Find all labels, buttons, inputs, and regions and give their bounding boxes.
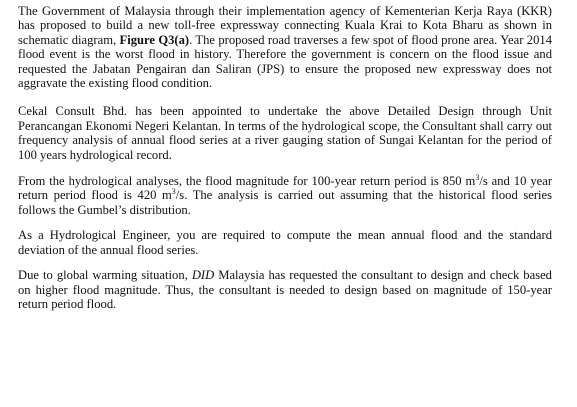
- figure-reference: Figure Q3(a): [119, 32, 190, 47]
- paragraph-1-text-start: The Government of Malaysia through their implementation agency of Kementerian Kerja Raya (KKR) has proposed to build a new toll-free expressway connecting Kuala Krai to Kota Bharu as shown in schematic diagram,: [18, 4, 552, 47]
- unit-superscript-cubic-2: 3: [171, 187, 176, 197]
- paragraph-3-text-end: /s. The analysis is carried out assuming that the historical flood series follows the Gumbel’s distribution.: [18, 188, 552, 217]
- paragraph-5-text-start: Due to global warming situation,: [18, 268, 192, 283]
- paragraph-1-text-end: . The proposed road traverses a few spot of flood prone area. Year 2014 flood event is the worst flood in history. Therefore the government is concern on the flood issue and requested the Jabatan Pengairan dan Saliran (JPS) to ensure the proposed new expressway does not aggravate the existing flood condition.: [18, 32, 552, 91]
- paragraph-design-requirement: [18, 268, 552, 311]
- document-page: [18, 4, 552, 311]
- paragraph-3-text-start: From the hydrological analyses, the flood magnitude for 100-year return period is 850 m: [18, 174, 476, 189]
- unit-superscript-cubic-1: 3: [475, 172, 480, 182]
- paragraph-flood-magnitudes: [18, 174, 552, 217]
- paragraph-consultant-scope: Cekal Consult Bhd. has been appointed to undertake the above Detailed Design through Unit Perancangan Ekonomi Negeri Kelantan. In terms of the hydrological scope, the Consultant shall carry out frequency analysis of annual flood series at a river gauging station of Sungai Kelantan for the period of 100 years hydrological record.: [18, 104, 552, 162]
- paragraph-5-text-end: Malaysia has requested the consultant to design and check based on higher flood magnitude. Thus, the consultant is needed to design based on magnitude of 150-year return period flood.: [18, 268, 552, 311]
- paragraph-task-statement: As a Hydrological Engineer, you are required to compute the mean annual flood and the standard deviation of the annual flood series.: [18, 228, 552, 257]
- agency-acronym: DID: [191, 268, 215, 283]
- paragraph-project-background: [18, 4, 552, 90]
- paragraph-3-text-middle: /s and 10 year return period flood is 420 m: [18, 174, 553, 203]
